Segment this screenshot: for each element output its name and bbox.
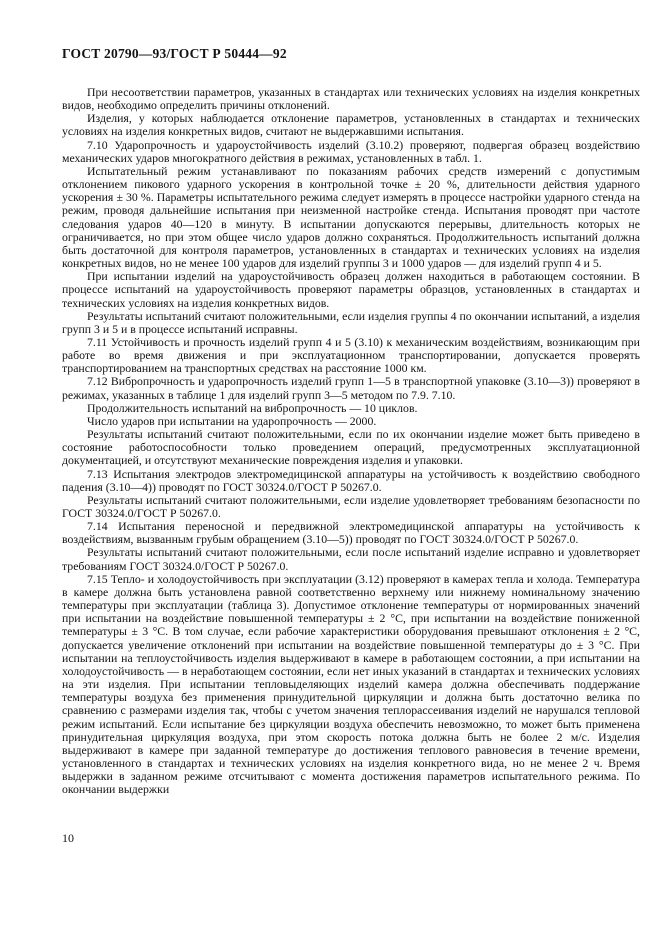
paragraph-clause-7-11: 7.11 Устойчивость и прочность изделий групп 4 и 5 (3.10) к механическим воздействиям, возникающим при работе во время движения и при эксплуатационном транспортировании, допускается проверять транспортированием на транспортных средствах на расстояние 1000 км.: [62, 334, 640, 376]
paragraph-clause-7-12: 7.12 Вибропрочность и ударопрочность изделий групп 1—5 в транспортной упаковке (3.10—3)) проверяют в режимах, указанных в таблице 1 для изделий групп 3—5 методом по 7.9. 7.10.: [62, 374, 640, 402]
paragraph-clause-7-13: 7.13 Испытания электродов электромедицинской аппаратуры на устойчивость к воздействию свободного падения (3.10—4)) проводят по ГОСТ 30324.0/ГОСТ Р 50267.0.: [62, 466, 640, 494]
paragraph: Продолжительность испытаний на вибропрочность — 10 циклов.: [87, 400, 418, 415]
paragraph: Число ударов при испытании на ударопрочность — 2000.: [87, 413, 377, 428]
page-number: 10: [62, 831, 74, 845]
paragraph: Результаты испытаний считают положительными, если изделие удовлетворяет требованиям безопасности по ГОСТ 30324.0/ГОСТ Р 50267.0.: [62, 492, 640, 520]
paragraph: Результаты испытаний считают положительными, если изделия группы 4 по окончании испытаний, а изделия групп 3 и 5 и в процессе испытаний исправны.: [62, 308, 640, 336]
paragraph: Результаты испытаний считают положительными, если после испытаний изделие исправно и удовлетворяет требованиям ГОСТ 30324.0/ГОСТ Р 50267.0.: [62, 545, 640, 573]
standard-designation-header: ГОСТ 20790—93/ГОСТ Р 50444—92: [62, 46, 287, 61]
paragraph: Результаты испытаний считают положительными, если по их окончании изделие может быть приведено в состояние работоспособности только проведением операций, предусмотренных эксплуатационной документацией, и отсутствуют механические повреждения изделия и упаковки.: [62, 427, 640, 468]
paragraph: При испытании изделий на удароустойчивость образец должен находиться в работающем состоянии. В процессе испытаний на удароустойчивость проверяют параметры образцов, установленных в стандартах и технических условиях на изделия конкретных видов.: [62, 269, 640, 310]
paragraph-clause-7-10: 7.10 Ударопрочность и удароустойчивость изделий (3.10.2) проверяют, подвергая образец воздействию механических ударов многократного действия в режимах, установленных в табл. 1.: [62, 137, 640, 165]
document-body: [62, 86, 640, 796]
paragraph: Изделия, у которых наблюдается отклонение параметров, установленных в стандартах и технических условиях на изделия конкретных видов, считают не выдержавшими испытания.: [62, 111, 640, 139]
paragraph: При несоответствии параметров, указанных в стандартах или технических условиях на изделия конкретных видов, необходимо определить причины отклонений.: [62, 85, 640, 113]
paragraph-clause-7-14: 7.14 Испытания переносной и передвижной электромедицинской аппаратуры на устойчивость к воздействиям, вызванным грубым обращением (3.10—5)) проводят по ГОСТ 30324.0/ГОСТ Р 50267.0.: [62, 519, 640, 547]
paragraph: Испытательный режим устанавливают по показаниям рабочих средств измерений с допустимым отклонением пикового ударного ускорения в контрольной точке ± 20 %, длительности действия ударного ускорения ± 30 %. Параметры испытательного режима следует измерять в процессе настройки ударного стенда на режим, проводя дальнейшие испытания при неизменной настройке стенда. Испытания проводят при частоте следования ударов 40—120 в минуту. В испытании допускаются перерывы, длительность которых не ограничивается, но при этом общее число ударов должно сохраняться. Продолжительность испытаний должна быть достаточной для контроля параметров, установленных в стандартах и технических условиях на изделия конкретных видов, но не менее 100 ударов для изделий группы 3 и 1000 ударов — для изделий групп 4 и 5.: [62, 163, 640, 271]
paragraph-clause-7-15: 7.15 Тепло- и холодоустойчивость при эксплуатации (3.12) проверяют в камерах тепла и холода. Температура в камере должна быть установлена равной соответственно верхнему или нижнему номинальному значению температуры при эксплуатации (таблица 3). Допустимое отклонение температуры от нормированных значений при испытании на воздействие повышенной температуры ± 2 °С, при испытании на воздействие пониженной температуры ± 3 °С. В том случае, если рабочие характеристики оборудования превышают отклонения ± 2 °С, допускается увеличение отклонений при испытании на воздействие повышенной температуры до ± 3 °С. При испытании на теплоустойчивость изделия выдерживают в камере в работающем состоянии, а при испытании на холодоустойчивость — в неработающем состоянии, если нет иных указаний в стандартах и технических условиях на эти изделия. При испытании тепловыделяющих изделий камера должна обеспечивать поддержание температуры воздуха без применения принудительной циркуляции и должна быть достаточно велика по сравнению с размерами изделия так, чтобы с учетом значения теплорассеивания изделий не нарушался тепловой режим испытаний. Если испытание без циркуляции воздуха обеспечить невозможно, то может быть применена принудительная циркуляция воздуха, при этом скорость потока должна быть не более 2 м/с. Изделия выдерживают в камере при заданной температуре до достижения теплового равновесия в течение времени, установленного в стандартах и технических условиях на изделия конкретного вида, но не менее 2 ч. Время выдержки в заданном режиме отсчитывают с момента достижения параметров испытательного режима. По окончании выдержки: [62, 571, 640, 797]
